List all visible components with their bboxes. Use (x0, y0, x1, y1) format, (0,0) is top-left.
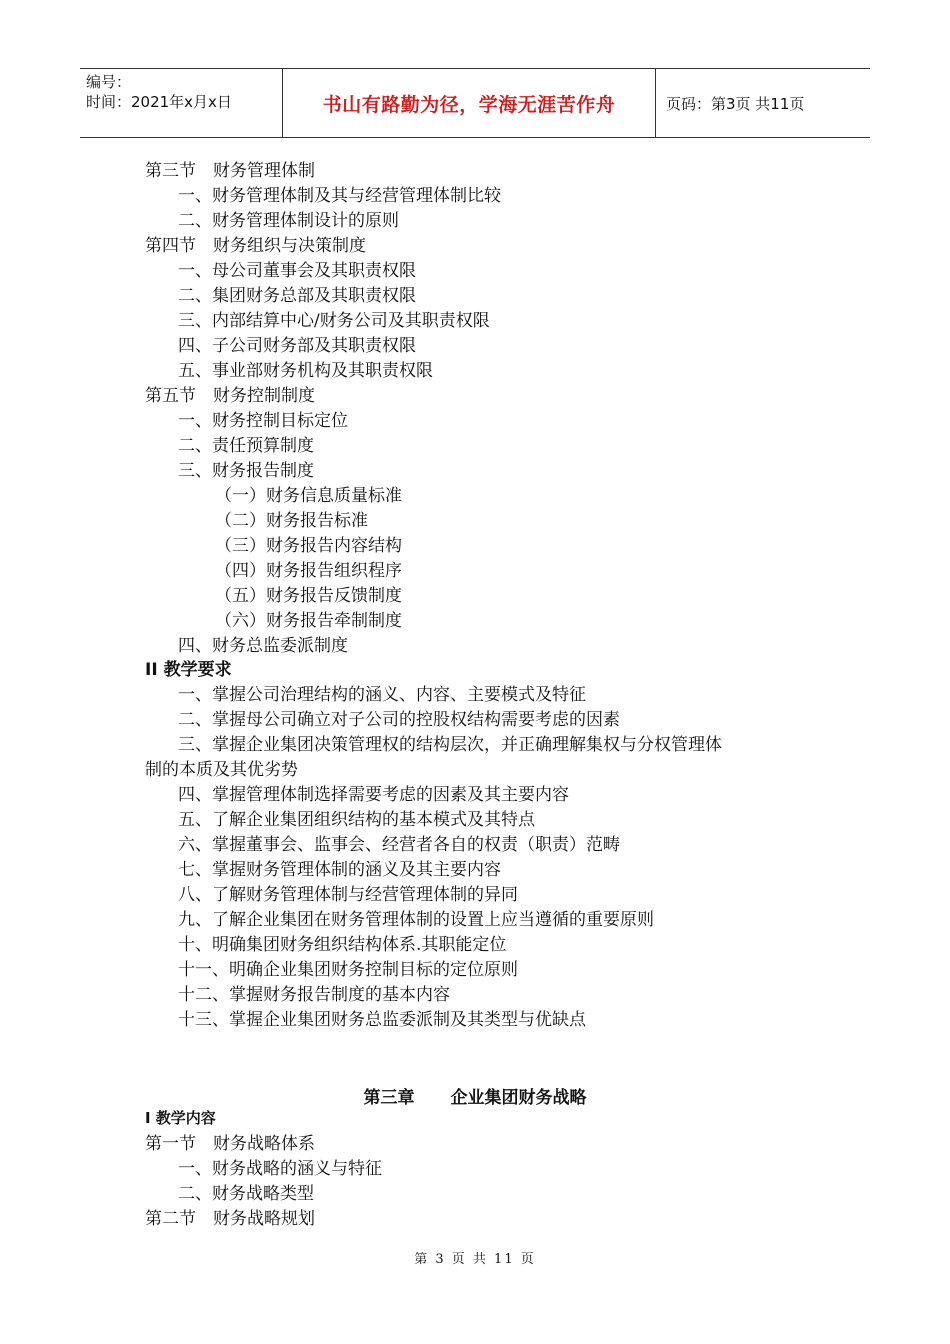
list-item: 一、财务战略的涵义与特征 (178, 1159, 382, 1179)
section-heading: 第四节 财务组织与决策制度 (145, 236, 366, 256)
document-date: 时间：2021年x月x日 (86, 93, 232, 111)
list-item: 十一、明确企业集团财务控制目标的定位原则 (178, 960, 518, 980)
list-item: 三、内部结算中心/财务公司及其职责权限 (178, 311, 490, 331)
list-item: 四、掌握管理体制选择需要考虑的因素及其主要内容 (178, 785, 569, 805)
section-heading: 第三节 财务管理体制 (145, 161, 315, 181)
list-item: 二、财务战略类型 (178, 1184, 314, 1204)
list-item: 十、明确集团财务组织结构体系.其职能定位 (178, 935, 507, 955)
header-page-info: 页码：第3页 共11页 (666, 94, 805, 113)
section-heading: 第五节 财务控制制度 (145, 386, 315, 406)
list-item: 五、事业部财务机构及其职责权限 (178, 361, 433, 381)
sub-list-item: （五）财务报告反馈制度 (215, 586, 402, 606)
list-item: 八、了解财务管理体制与经营管理体制的异同 (178, 885, 518, 905)
list-item: 四、子公司财务部及其职责权限 (178, 336, 416, 356)
list-item: 二、责任预算制度 (178, 436, 314, 456)
list-item: 一、掌握公司治理结构的涵义、内容、主要模式及特征 (178, 685, 586, 705)
part-heading: I 教学内容 (145, 1109, 216, 1127)
list-item: 十三、掌握企业集团财务总监委派制及其类型与优缺点 (178, 1010, 586, 1030)
list-item: 一、财务管理体制及其与经营管理体制比较 (178, 186, 501, 206)
list-item: 十二、掌握财务报告制度的基本内容 (178, 985, 450, 1005)
sub-list-item: （六）财务报告牵制制度 (215, 611, 402, 631)
chapter-name: 企业集团财务战略 (450, 1088, 587, 1108)
sub-list-item: （二）财务报告标准 (215, 511, 368, 531)
header-meta (80, 69, 283, 137)
list-item: 一、母公司董事会及其职责权限 (178, 261, 416, 281)
sub-list-item: （四）财务报告组织程序 (215, 561, 402, 581)
list-item: 六、掌握董事会、监事会、经营者各自的权责（职责）范畴 (178, 835, 620, 855)
section-heading: 第二节 财务战略规划 (145, 1209, 315, 1229)
list-item: 三、掌握企业集团决策管理权的结构层次，并正确理解集权与分权管理体 (178, 735, 722, 755)
list-item: 四、财务总监委派制度 (178, 636, 348, 656)
page-header (80, 68, 870, 138)
list-item: 二、集团财务总部及其职责权限 (178, 286, 416, 306)
list-item-continuation: 制的本质及其优劣势 (145, 760, 298, 780)
list-item: 七、掌握财务管理体制的涵义及其主要内容 (178, 860, 501, 880)
sub-list-item: （三）财务报告内容结构 (215, 536, 402, 556)
list-item: 三、财务报告制度 (178, 461, 314, 481)
section-heading: 第一节 财务战略体系 (145, 1134, 315, 1154)
list-item: 一、财务控制目标定位 (178, 411, 348, 431)
list-item: 二、掌握母公司确立对子公司的控股权结构需要考虑的因素 (178, 710, 620, 730)
part-heading: II 教学要求 (145, 660, 232, 680)
list-item: 五、了解企业集团组织结构的基本模式及其特点 (178, 810, 535, 830)
header-motto: 书山有路勤为径，学海无涯苦作舟 (283, 69, 656, 137)
chapter-number: 第三章 (363, 1088, 415, 1108)
document-number-label: 编号： (86, 73, 132, 91)
list-item: 九、了解企业集团在财务管理体制的设置上应当遵循的重要原则 (178, 910, 654, 930)
sub-list-item: （一）财务信息质量标准 (215, 486, 402, 506)
chapter-title (0, 1083, 950, 1108)
page-footer: 第 3 页 共 11 页 (414, 1252, 536, 1267)
list-item: 二、财务管理体制设计的原则 (178, 211, 399, 231)
